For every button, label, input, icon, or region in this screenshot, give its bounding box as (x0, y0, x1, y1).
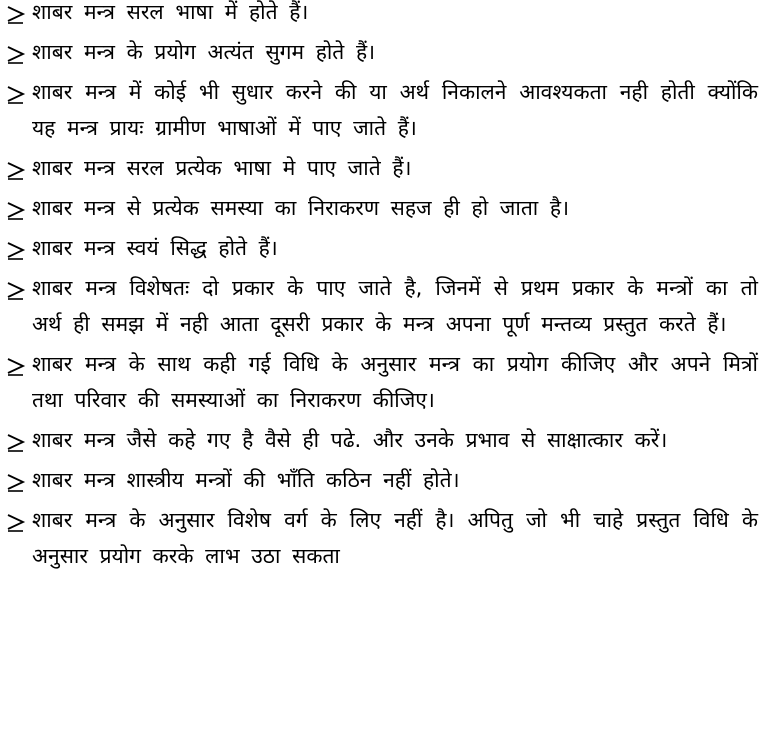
arrow-bullet-icon (6, 84, 26, 104)
arrow-bullet-icon (6, 356, 26, 376)
arrow-bullet-icon (6, 280, 26, 300)
list-item-text: शाबर मन्त्र सरल भाषा में होते हैं। (32, 0, 309, 24)
list-item (6, 422, 758, 458)
list-item-text: शाबर मन्त्र में कोई भी सुधार करने की या अर्थ निकालने आवश्यकता नही होती क्योंकि यह मन्त्र प्रायः ग्रामीण भाषाओं में पाए जाते हैं। (32, 80, 758, 140)
list-item (6, 502, 758, 574)
list-item-text: शाबर मन्त्र स्वयं सिद्ध होते हैं। (32, 236, 278, 260)
list-item (6, 230, 758, 266)
list-item-text: शाबर मन्त्र के प्रयोग अत्यंत सुगम होते हैं। (32, 40, 376, 64)
list-item-text: शाबर मन्त्र विशेषतः दो प्रकार के पाए जाते है, जिनमें से प्रथम प्रकार के मन्त्रों का तो अर्थ ही समझ में नही आता दूसरी प्रकार के मन्त्र अपना पूर्ण मन्तव्य प्रस्तुत करते हैं। (32, 276, 758, 336)
arrow-bullet-icon (6, 44, 26, 64)
list-item-text: शाबर मन्त्र शास्त्रीय मन्त्रों की भाँति कठिन नहीं होते। (32, 468, 460, 492)
list-item (6, 150, 758, 186)
list-item (6, 34, 758, 70)
list-item-text: शाबर मन्त्र के अनुसार विशेष वर्ग के लिए नहीं है। अपितु जो भी चाहे प्रस्तुत विधि के अनुसार प्रयोग करके लाभ उठा सकता (32, 508, 758, 568)
list-item (6, 270, 758, 342)
arrow-bullet-icon (6, 200, 26, 220)
list-item-text: शाबर मन्त्र सरल प्रत्येक भाषा मे पाए जाते हैं। (32, 156, 412, 180)
list-item (6, 462, 758, 498)
list-item (6, 190, 758, 226)
list-item-text: शाबर मन्त्र जैसे कहे गए है वैसे ही पढे. और उनके प्रभाव से साक्षात्कार करें। (32, 428, 668, 452)
arrow-bullet-icon (6, 512, 26, 532)
arrow-bullet-icon (6, 160, 26, 180)
arrow-bullet-icon (6, 4, 26, 24)
list-item-text: शाबर मन्त्र से प्रत्येक समस्या का निराकरण सहज ही हो जाता है। (32, 196, 570, 220)
list-item (6, 346, 758, 418)
arrow-bullet-icon (6, 432, 26, 452)
list-item (6, 74, 758, 146)
list-item-text: शाबर मन्त्र के साथ कही गई विधि के अनुसार मन्त्र का प्रयोग कीजिए और अपने मित्रों तथा परिवार की समस्याओं का निराकरण कीजिए। (32, 352, 758, 412)
arrow-bullet-icon (6, 472, 26, 492)
arrow-bullet-icon (6, 240, 26, 260)
list-item (6, 0, 758, 30)
